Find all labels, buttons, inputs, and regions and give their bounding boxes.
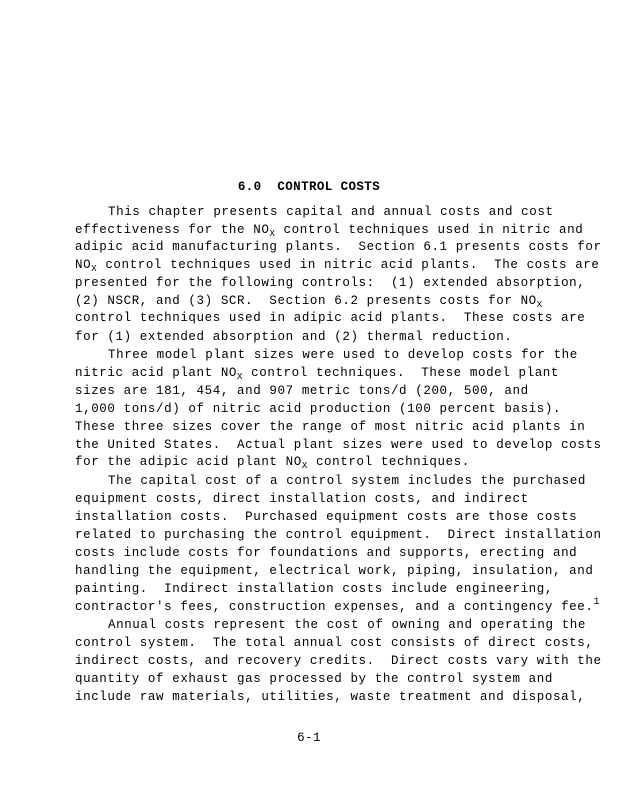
body-line: (2) NSCR, and (3) SCR. Section 6.2 presents costs for $NO_X$: [75, 294, 543, 310]
section-heading: 6.0 CONTROL COSTS: [237, 180, 381, 194]
body-line: related to purchasing the control equipment. Direct installation: [75, 528, 602, 542]
body-line: adipic acid manufacturing plants. Section 6.1 presents costs for: [75, 240, 602, 254]
body-line: nitric acid plant $NO_X$ control techniques. These model plant: [75, 366, 559, 382]
body-line: costs include costs for foundations and supports, erecting and: [75, 546, 578, 560]
body-line: include raw materials, utilities, waste treatment and disposal,: [75, 690, 586, 704]
body-line: for the adipic acid plant $NO_X$ control techniques.: [75, 455, 470, 471]
body-line: The capital cost of a control system includes the purchased: [108, 474, 586, 488]
body-line: This chapter presents capital and annual costs and cost: [108, 205, 554, 219]
body-line: effectiveness for the $NO_X$ control techniques used in nitric and: [75, 223, 584, 239]
body-line: Three model plant sizes were used to develop costs for the: [108, 348, 578, 362]
body-line: installation costs. Purchased equipment costs are those costs: [75, 510, 578, 524]
page-number: 6-1: [297, 731, 321, 745]
body-line: painting. Indirect installation costs include engineering,: [75, 582, 553, 596]
body-line: handling the equipment, electrical work, piping, insulation, and: [75, 564, 594, 578]
body-line: control techniques used in adipic acid plants. These costs are: [75, 311, 586, 325]
body-line: control system. The total annual cost consists of direct costs,: [75, 636, 594, 650]
body-line: the United States. Actual plant sizes were used to develop costs: [75, 438, 602, 452]
body-line: 1,000 tons/d) of nitric acid production (100 percent basis).: [75, 402, 562, 416]
body-line: equipment costs, direct installation costs, and indirect: [75, 492, 529, 506]
body-line: Annual costs represent the cost of owning and operating the: [108, 618, 586, 632]
body-line: quantity of exhaust gas processed by the control system and: [75, 672, 553, 686]
body-line: sizes are 181, 454, and 907 metric tons/d (200, 500, and: [75, 384, 529, 398]
body-line: for (1) extended absorption and (2) thermal reduction.: [75, 330, 513, 344]
footnote-ref: 1: [593, 597, 601, 608]
body-line: These three sizes cover the range of most nitric acid plants in: [75, 420, 586, 434]
body-line: contractor's fees, construction expenses, and a contingency fee.$^1$: [75, 597, 601, 614]
body-line: indirect costs, and recovery credits. Direct costs vary with the: [75, 654, 602, 668]
body-line: presented for the following controls: (1) extended absorption,: [75, 276, 586, 290]
body-line: $NO_X$ control techniques used in nitric acid plants. The costs are: [75, 258, 600, 274]
